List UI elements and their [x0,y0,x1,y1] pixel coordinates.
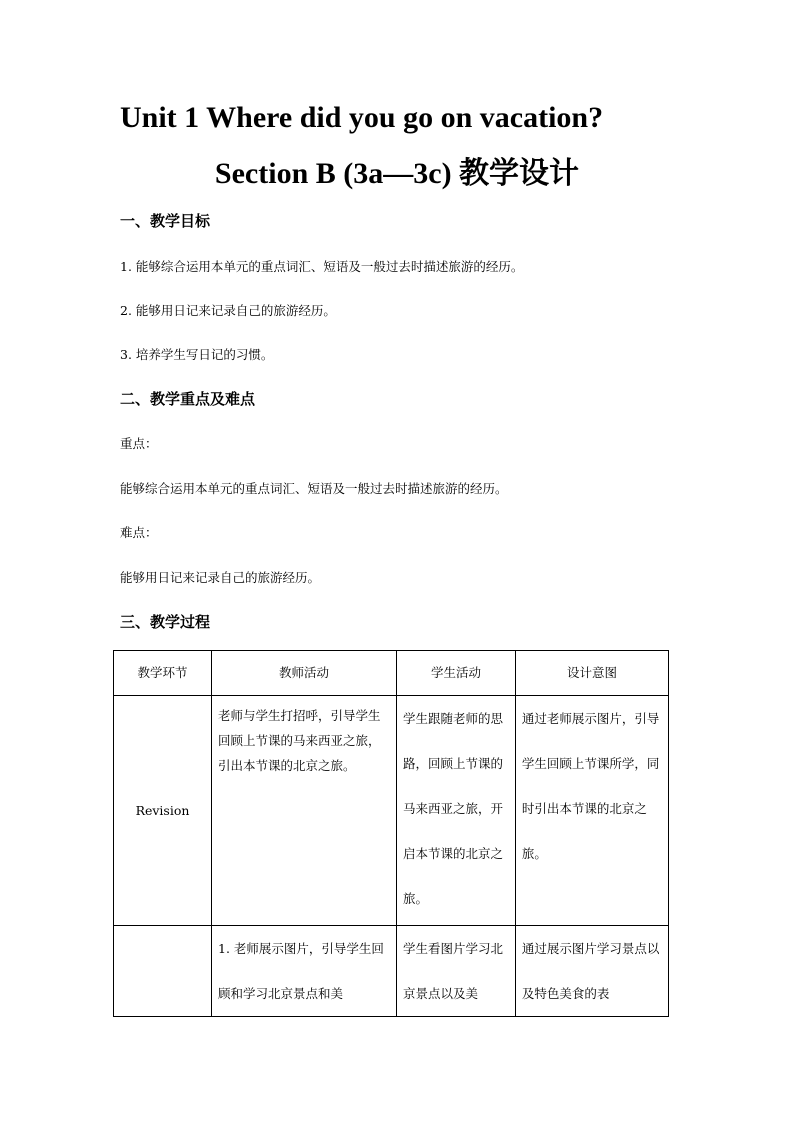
document-subtitle: Section B (3a—3c) 教学设计 [214,157,580,190]
objective-item-2: 2. 能够用日记来记录自己的旅游经历。 [120,303,336,318]
teaching-process-table [113,650,669,1017]
objective-item-3: 3. 培养学生写日记的习惯。 [120,347,274,362]
table-row [114,926,669,1017]
column-header-student: 学生活动 [397,651,516,696]
teacher-activity-cell: 1. 老师展示图片，引导学生回顾和学习北京景点和美 [212,926,397,1017]
table-header-row [114,651,669,696]
student-activity-cell: 学生看图片学习北京景点以及美 [397,926,516,1017]
column-header-stage: 教学环节 [114,651,212,696]
design-purpose-cell: 通过老师展示图片，引导学生回顾上节课所学，同时引出本节课的北京之旅。 [515,696,668,926]
table-row [114,696,669,926]
stage-cell: Revision [114,696,212,926]
key-point-text: 能够综合运用本单元的重点词汇、短语及一般过去时描述旅游的经历。 [120,481,508,496]
column-header-purpose: 设计意图 [515,651,668,696]
design-purpose-cell: 通过展示图片学习景点以及特色美食的表 [515,926,668,1017]
difficult-point-label: 难点： [120,525,158,540]
stage-cell [114,926,212,1017]
student-activity-cell: 学生跟随老师的思路，回顾上节课的马来西亚之旅，开启本节课的北京之旅。 [397,696,516,926]
key-points-heading: 二、教学重点及难点 [120,390,256,408]
column-header-teacher: 教师活动 [212,651,397,696]
teacher-activity-cell: 老师与学生打招呼，引导学生回顾上节课的马来西亚之旅，引出本节课的北京之旅。 [212,696,397,926]
objective-item-1: 1. 能够综合运用本单元的重点词汇、短语及一般过去时描述旅游的经历。 [120,259,524,274]
objectives-heading: 一、教学目标 [120,212,211,230]
key-point-label: 重点： [120,436,158,451]
document-title: Unit 1 Where did you go on vacation? [120,101,604,134]
process-heading: 三、教学过程 [120,613,211,631]
difficult-point-text: 能够用日记来记录自己的旅游经历。 [120,570,321,585]
